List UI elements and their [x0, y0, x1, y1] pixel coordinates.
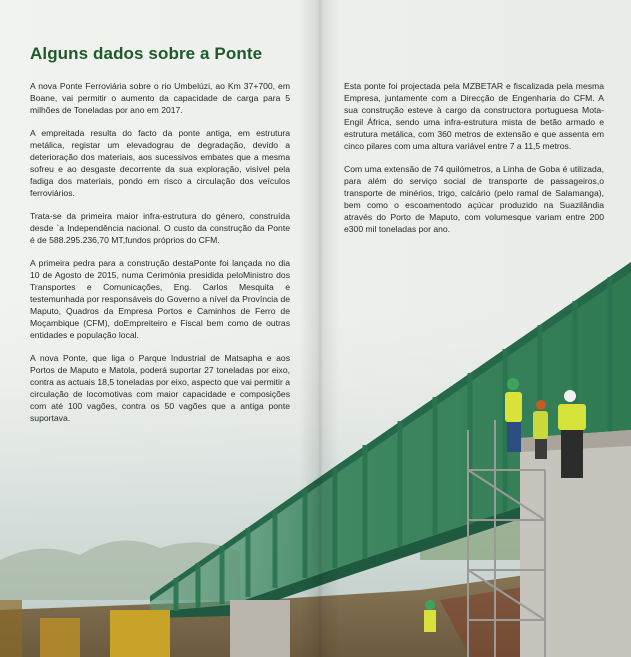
paragraph: Esta ponte foi projectada pela MZBETAR e fiscalizada pela mesma Empresa, juntamente com a Direcção de Engenharia do CFM. A sua construção esteve à cargo da constructora portuguesa Mota-Engil África, sendo uma infra-estrutura mista de betão armado e estrutura metálica, com 360 metros de extensão e que assenta em cinco pilares com uma altura variável entre 7 a 11,5 metros. [344, 81, 604, 151]
paragraph: Com uma extensão de 74 quilómetros, a Linha de Goba é utilizada, para além do serviço social de transporte de passageiros,o transporte de minérios, trigo, calcário (pelo ramal de Salamanga), bem como o escoamentodo açúcar produzido na Suazilândia através do Porto de Maputo, com volumesque variam entre 200 e300 mil toneladas por ano. [344, 164, 604, 234]
paragraph: A nova Ponte Ferroviária sobre o rio Umbelúzi, ao Km 37+700, em Boane, vai permitir o aumento da capacidade de carga para 5 milhões de Toneladas por ano em 2017. [30, 81, 290, 115]
page-fold-shadow [300, 0, 340, 657]
paragraph: A nova Ponte, que liga o Parque Industrial de Matsapha e aos Portos de Maputo e Matola, poderá suportar 27 toneladas por eixo, contra as actuais 18,5 toneladas por eixo, aspecto que vai permitir a circulação de locomotivas com maior capacidade e composições com até 100 vagões, contra os 50 vagões que a antiga ponte suportava. [30, 353, 290, 423]
paragraph: Trata-se da primeira maior infra-estrutura do género, construída desde `a Independência nacional. O custo da construção da Ponte é de 588.295.236,70 MT,fundos próprios do CFM. [30, 211, 290, 245]
right-text-column [344, 80, 604, 246]
paragraph: A empreitada resulta do facto da ponte antiga, em estrutura metálica, registar um elevadograu de degradação, devido a deterioração dos materiais, aos sucessivos embates que a mesma sofreu e ao desgaste decorrente da sua exploração, visível pela fadiga dos materiais, pondo em risco a circulação dos veículos ferroviários. [30, 128, 290, 198]
paragraph: A primeira pedra para a construção destaPonte foi lançada no dia 10 de Agosto de 2015, numa Cerimónia presidida peloMinistro dos Transportes e Comunicações, Eng. Carlos Mesquita e testemunhada por responsáveis do Governo a nível da Província de Maputo, Quadros da Empresa Portos e Caminhos de Ferro de Moçambique (CFM), doEmpreiteiro e Fiscal bem como de outras entidades e população local. [30, 258, 290, 340]
section-heading: Alguns dados sobre a Ponte [30, 44, 263, 63]
left-text-column [30, 80, 290, 435]
